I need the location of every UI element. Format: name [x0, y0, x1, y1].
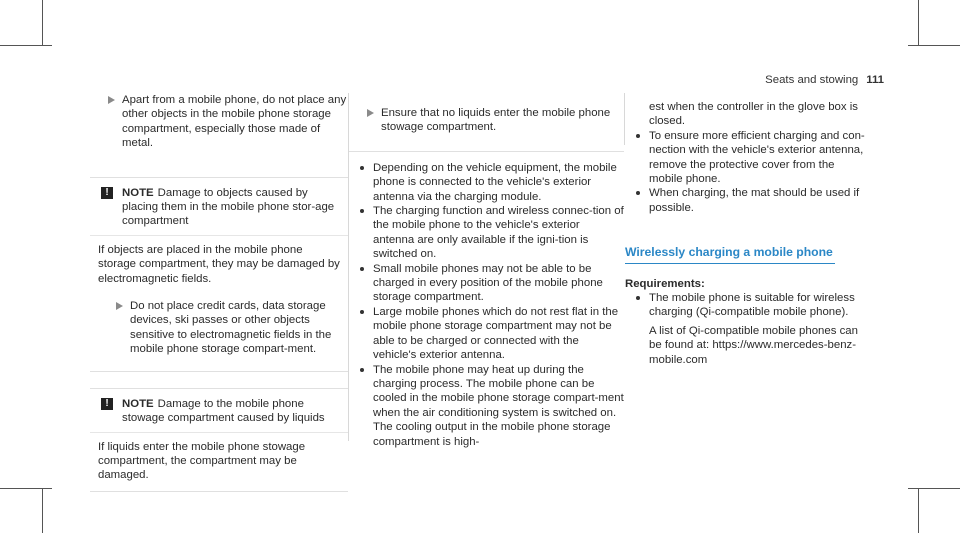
note-text: If objects are placed in the mobile phone storage compartment, they may be damaged by electromagnetic fields. — [98, 243, 340, 285]
page-header — [765, 73, 884, 87]
requirements-label: Requirements: — [625, 277, 705, 290]
bullet-icon — [636, 191, 640, 195]
note-body — [90, 236, 348, 371]
note-label: NOTE — [122, 186, 154, 199]
crop-mark — [42, 488, 43, 533]
instruction-box — [349, 93, 624, 152]
step-arrow-icon — [116, 302, 123, 310]
warning-icon: ! — [101, 187, 113, 199]
note-box — [90, 177, 348, 372]
note-text: If liquids enter the mobile phone stowage compartment, the compartment may be damaged. — [98, 440, 306, 482]
crop-mark — [918, 0, 919, 46]
bullet-list — [625, 129, 865, 215]
instruction-step: Do not place credit cards, data storage devices, ski passes or other objects sensitive to electromagnetic fields in the mobile phone storage compart-ment. — [98, 299, 340, 357]
step-arrow-icon — [108, 96, 115, 104]
column-3 — [625, 100, 865, 367]
column-2 — [349, 93, 624, 449]
bullet-icon — [360, 166, 364, 170]
section-heading: Wirelessly charging a mobile phone — [625, 245, 835, 263]
note-header — [90, 178, 348, 236]
list-item: When charging, the mat should be used if possible. — [625, 186, 865, 215]
crop-mark — [908, 488, 960, 489]
bullet-icon — [636, 296, 640, 300]
page-number: 111 — [866, 74, 884, 86]
note-label: NOTE — [122, 397, 154, 410]
list-item: The mobile phone may heat up during the charging process. The mobile phone can be cooled in the mobile phone storage compart-ment when the air conditioning system is switched on. The cooling output in the mobile phone storage compartment is high- — [349, 363, 624, 449]
crop-mark — [42, 0, 43, 46]
crop-mark — [0, 488, 52, 489]
bullet-icon — [360, 310, 364, 314]
list-item: To ensure more efficient charging and con-nection with the vehicle's exterior antenna, remove the protective cover from the mobile phone. — [625, 129, 865, 187]
list-item: Small mobile phones may not be able to be charged in every position of the mobile phone storage compartment. — [349, 262, 624, 305]
instruction-step: Ensure that no liquids enter the mobile phone stowage compartment. — [349, 106, 624, 135]
instruction-step: Apart from a mobile phone, do not place any other objects in the mobile phone storage compartment, especially those made of metal. — [90, 93, 348, 151]
column-1 — [90, 93, 348, 492]
list-item: Large mobile phones which do not rest flat in the mobile phone storage compartment may not be able to be charged or connected with the vehicle's exterior antenna. — [349, 305, 624, 363]
bullet-icon — [360, 267, 364, 271]
bullet-icon — [360, 209, 364, 213]
note-body — [90, 433, 348, 491]
bullet-icon — [360, 368, 364, 372]
warning-icon: ! — [101, 398, 113, 410]
note-header — [90, 389, 348, 433]
note-title: Damage to objects caused by placing them in the mobile phone stor-age compartment — [122, 186, 335, 228]
crop-mark — [0, 45, 52, 46]
requirements-list — [625, 291, 865, 320]
bullet-list — [349, 161, 624, 449]
requirements-note: A list of Qi-compatible mobile phones can be found at: https://www.mercedes-benz-mobile.com — [649, 324, 858, 366]
note-box — [90, 388, 348, 492]
list-item: The mobile phone is suitable for wireless charging (Qi-compatible mobile phone). — [625, 291, 865, 320]
crop-mark — [908, 45, 960, 46]
list-item: Depending on the vehicle equipment, the mobile phone is connected to the vehicle's exterior antenna via the charging module. — [349, 161, 624, 204]
section-name: Seats and stowing — [765, 74, 859, 86]
continued-text: est when the controller in the glove box is closed. — [649, 101, 858, 128]
crop-mark — [918, 488, 919, 533]
note-title: Damage to the mobile phone stowage compartment caused by liquids — [122, 397, 325, 425]
step-arrow-icon — [367, 109, 374, 117]
list-item: The charging function and wireless connec-tion of the mobile phone to the vehicle's exterior antenna are only available if the igni-tion is switched on. — [349, 204, 624, 262]
bullet-icon — [636, 134, 640, 138]
